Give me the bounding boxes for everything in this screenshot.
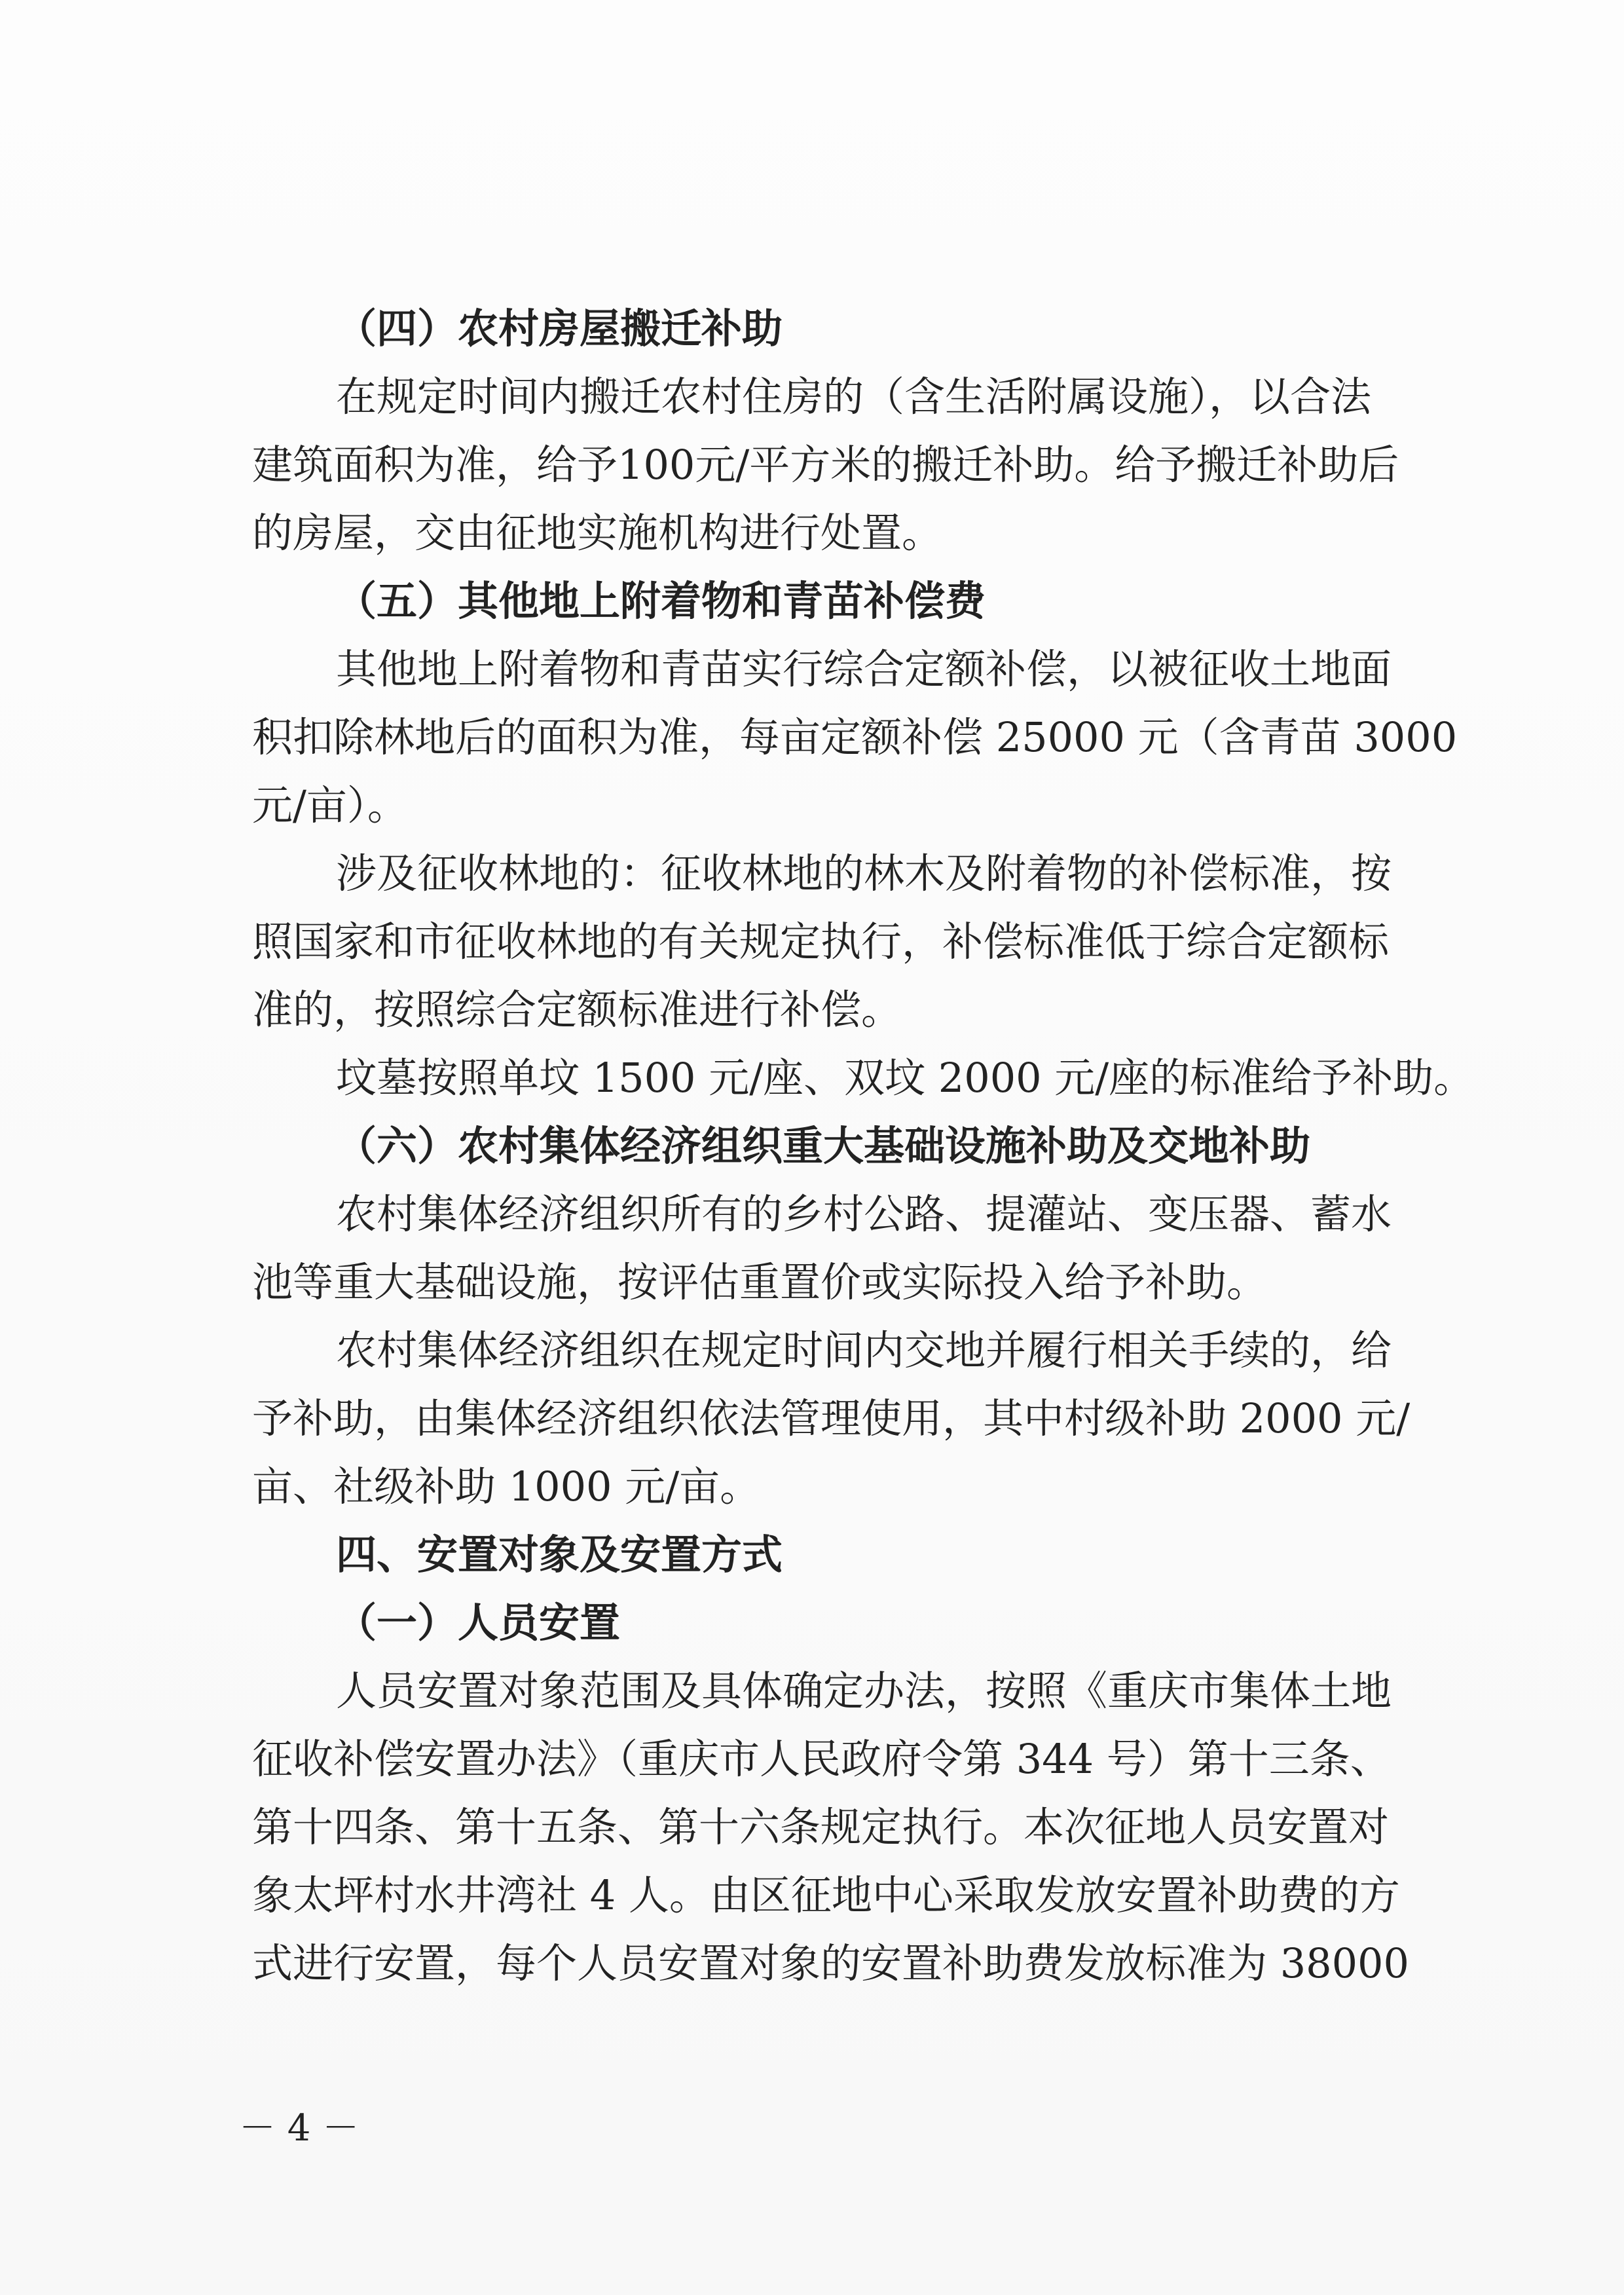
paragraph-line: 第十四条、第十五条、第十六条规定执行。本次征地人员安置对 [252,1803,1390,1851]
paragraph-line: 人员安置对象范围及具体确定办法，按照《重庆市集体土地 [336,1667,1392,1715]
page-number: － 4 － [239,2107,360,2150]
subheading-rural-housing-relocation: （四）农村房屋搬迁补助 [336,305,783,352]
paragraph-line: 其他地上附着物和青苗实行综合定额补偿，以被征收土地面 [336,645,1392,693]
paragraph-line: 农村集体经济组织在规定时间内交地并履行相关手续的，给 [336,1326,1392,1374]
paragraph-line: 农村集体经济组织所有的乡村公路、提灌站、变压器、蓄水 [336,1190,1392,1238]
paragraph-line: 式进行安置，每个人员安置对象的安置补助费发放标准为 38000 [252,1939,1409,1987]
paragraph-line: 涉及征收林地的：征收林地的林木及附着物的补偿标准，按 [336,849,1392,897]
paragraph-line: 亩、社级补助 1000 元/亩。 [252,1463,761,1510]
subheading-collective-infrastructure-compensation: （六）农村集体经济组织重大基础设施补助及交地补助 [336,1122,1311,1170]
paragraph-line: 予补助，由集体经济组织依法管理使用，其中村级补助 2000 元/ [252,1394,1411,1442]
paragraph-line: 元/亩）。 [252,781,408,829]
subheading-attachments-crops-compensation: （五）其他地上附着物和青苗补偿费 [336,577,986,625]
paragraph-line: 照国家和市征收林地的有关规定执行，补偿标准低于综合定额标 [252,918,1390,965]
paragraph-line: 象太坪村水井湾社 4 人。由区征地中心采取发放安置补助费的方 [252,1871,1400,1919]
section-heading-resettlement: 四、安置对象及安置方式 [336,1531,783,1578]
paragraph-line: 池等重大基础设施，按评估重置价或实际投入给予补助。 [252,1258,1268,1306]
paragraph-line: 坟墓按照单坟 1500 元/座、双坟 2000 元/座的标准给予补助。 [336,1054,1475,1102]
paragraph-line: 的房屋，交由征地实施机构进行处置。 [252,509,943,557]
paragraph-line: 准的，按照综合定额标准进行补偿。 [252,986,902,1034]
subheading-personnel-resettlement: （一）人员安置 [336,1599,621,1647]
paragraph-line: 积扣除林地后的面积为准，每亩定额补偿 25000 元（含青苗 3000 [252,713,1458,761]
paragraph-line: 建筑面积为准，给予100元/平方米的搬迁补助。给予搬迁补助后 [252,441,1399,489]
paragraph-line: 在规定时间内搬迁农村住房的（含生活附属设施），以合法 [336,373,1372,420]
paragraph-line: 征收补偿安置办法》（重庆市人民政府令第 344 号）第十三条、 [252,1735,1391,1783]
